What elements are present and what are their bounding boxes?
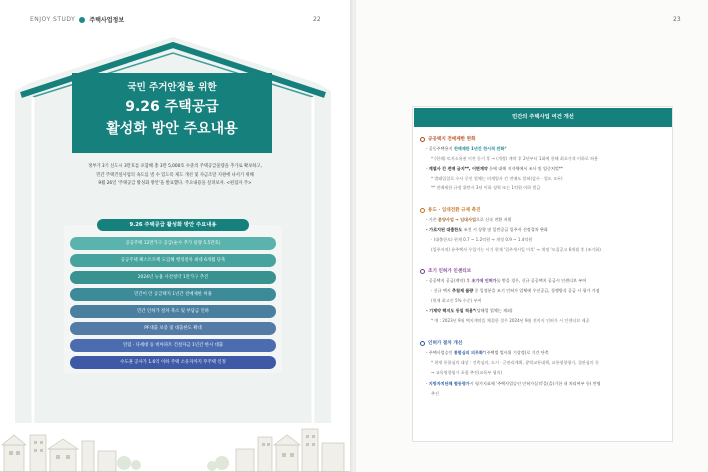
summary-item: 민간 인허가 절차 축소 및 부담금 인하 [70,305,276,318]
section-note: · (대출한도) 현재 0.7 ~ 1.2억원 → 개정 0.9 ~ 1.4억원 [431,237,533,242]
summary-item: 수도권 공사가 1.6억 이하 주택 소유자까지 무주택 인정 [70,356,276,369]
section-note: * (현재) 토지소유권 이전 등기 후 → (개정) 계약 후 2년부터 1회에 한해 최초가격 이하로 허용 [431,156,599,161]
section-note: * 예 : 2023년 9월 택지계약을 체결한 경우 2024년 9월 전까지 인허가 시 인센티브 제공 [431,318,590,323]
summary-item: 2024년 뉴홈 사전청약 1만가구 추진 [70,271,276,284]
section-title-text: 인허가 절차 개선 [428,341,463,346]
section-title-text: 조기 인허가 인센티브 [428,269,472,274]
bullet-icon [420,137,425,142]
series-name: ENJOY STUDY [30,16,76,23]
section-title-2 [420,207,481,213]
intro-paragraph [52,163,298,189]
bullet-icon [420,208,425,213]
bullet-dot-icon [79,17,85,23]
section-line: - 주택사업승인 통합심의 의무화*(주택법 법사위 기상정)로 기간 단축 [426,350,549,355]
intro-line: 9월 26일 '주택공급 활성화 방안'을 발표했다. 주요내용을 살펴보자. <편집자 주> [98,181,252,186]
summary-item: PF대출 보증 및 대출한도 확대 [70,322,276,335]
section-line: - 공동주택용지 전매제한 1년간 한시적 완화* [426,146,507,151]
section-title-4 [420,340,462,346]
intro-line: 정부가 3기 신도시 3만호를 포함해 총 3만 5,000호 수준의 주택공급물량을 추가로 확보하고, [88,164,262,169]
section-line: - 기제약 택지도 동일 적용*(당해업 업체는 제외) [426,308,513,313]
section-title-3 [420,268,471,274]
section-line: · 신규 택지 추첨제 물량 중 일정분을 조기 인허가 업체에 우선공급, 경쟁방식 공급 시 평가 가점 [431,288,600,293]
section-note: → 교육영향평가 포함 추진(교육부 협의) [431,370,503,375]
section-name: 주택사업정보 [89,17,125,24]
page-number-right: 23 [673,16,681,23]
intro-line: 민간 주택건설사업의 속도를 낼 수 있도록 제도 개선 및 자금조달 지원에 나서기 위해 [96,172,254,178]
summary-item: 공공주택 12만가구 공급(순수 추가 물량 5.5만호) [70,237,276,250]
card-title: 민간의 주택사업 여건 개선 [414,108,672,127]
headline-line-1: 국민 주거안정을 위한 [127,82,217,93]
section-line: - 계열사 간 전매 금지**, 이면계약 등에 대해 지자체에서 조사 및 엄중처벌** [426,166,563,171]
headline-line-2: 9.26 주택공급 [125,99,219,115]
section-title-text: 공공택지 전매제한 완화 [428,137,476,142]
bullet-icon [420,341,425,346]
town-skyline-illustration [0,415,352,472]
summary-item: 연립 · 다세대 등 비아파트 건설자금 1년간 한시 대출 [70,339,276,352]
headline-box [72,73,272,153]
section-note: (현재 최고인 5% 수준) 부여 [431,298,482,303]
section-line: - 기존 분양사업 → 임대사업으로 신속 전환 지원 [426,217,512,222]
left-page [0,0,352,472]
section-note: 추진 [431,391,439,396]
section-line: - 지방자치단체 협동평가시 평가지표에 '주택사업승인 인허가실적'을(을)기한 내 처리여부 등) 반영 [426,381,601,386]
page-number-left: 22 [313,16,321,23]
section-title-text: 용도 · 입대전환 규제 촉진 [428,208,481,213]
section-note: ** 전매제한 규정 위반시 3년 이하 징역 또는 1억원 이하 벌금 [431,185,541,190]
headline-line-3: 활성화 방안 주요내용 [106,121,238,137]
summary-item: 공공주택 패스트트랙 도입해 행정절차 최대 6개월 단축 [70,254,276,267]
section-title-1 [420,136,476,142]
summary-item: 민간이 안 공급택지 1년간 전매제한 허용 [70,288,276,301]
right-page [356,0,708,472]
section-line: - 공공택지 공급(계약) 후 조기에 인허가를 받을 경우, 신규 공공택지 공급시 인센티브 부여 [426,278,587,283]
section-line: - 가로지된 대출한도 조건 시 상향 및 일반공급 입주자 선정절차 완화 [426,227,548,232]
section-note: (입주자격) 유주택자 우입가능 시기 현재 '입주개시일 이후' → 개정 '모집공고 6개월 후 (조기화) [431,247,601,252]
running-header [30,15,124,24]
section-note: * 현재 통합심의 대상 : 건축심의, 도시 · 군관리계획, 광역교통대책, 교통영향평가, 경관심의 등 [431,360,599,365]
bullet-icon [420,269,425,274]
section-note: * 벌떼입찰로 수사 중인 업체는 비계열사 간 전매도 불허(감수 · 업도 모두) [431,176,563,181]
summary-title: 9.26 주택공급 활성화 방안 주요내용 [97,219,249,231]
